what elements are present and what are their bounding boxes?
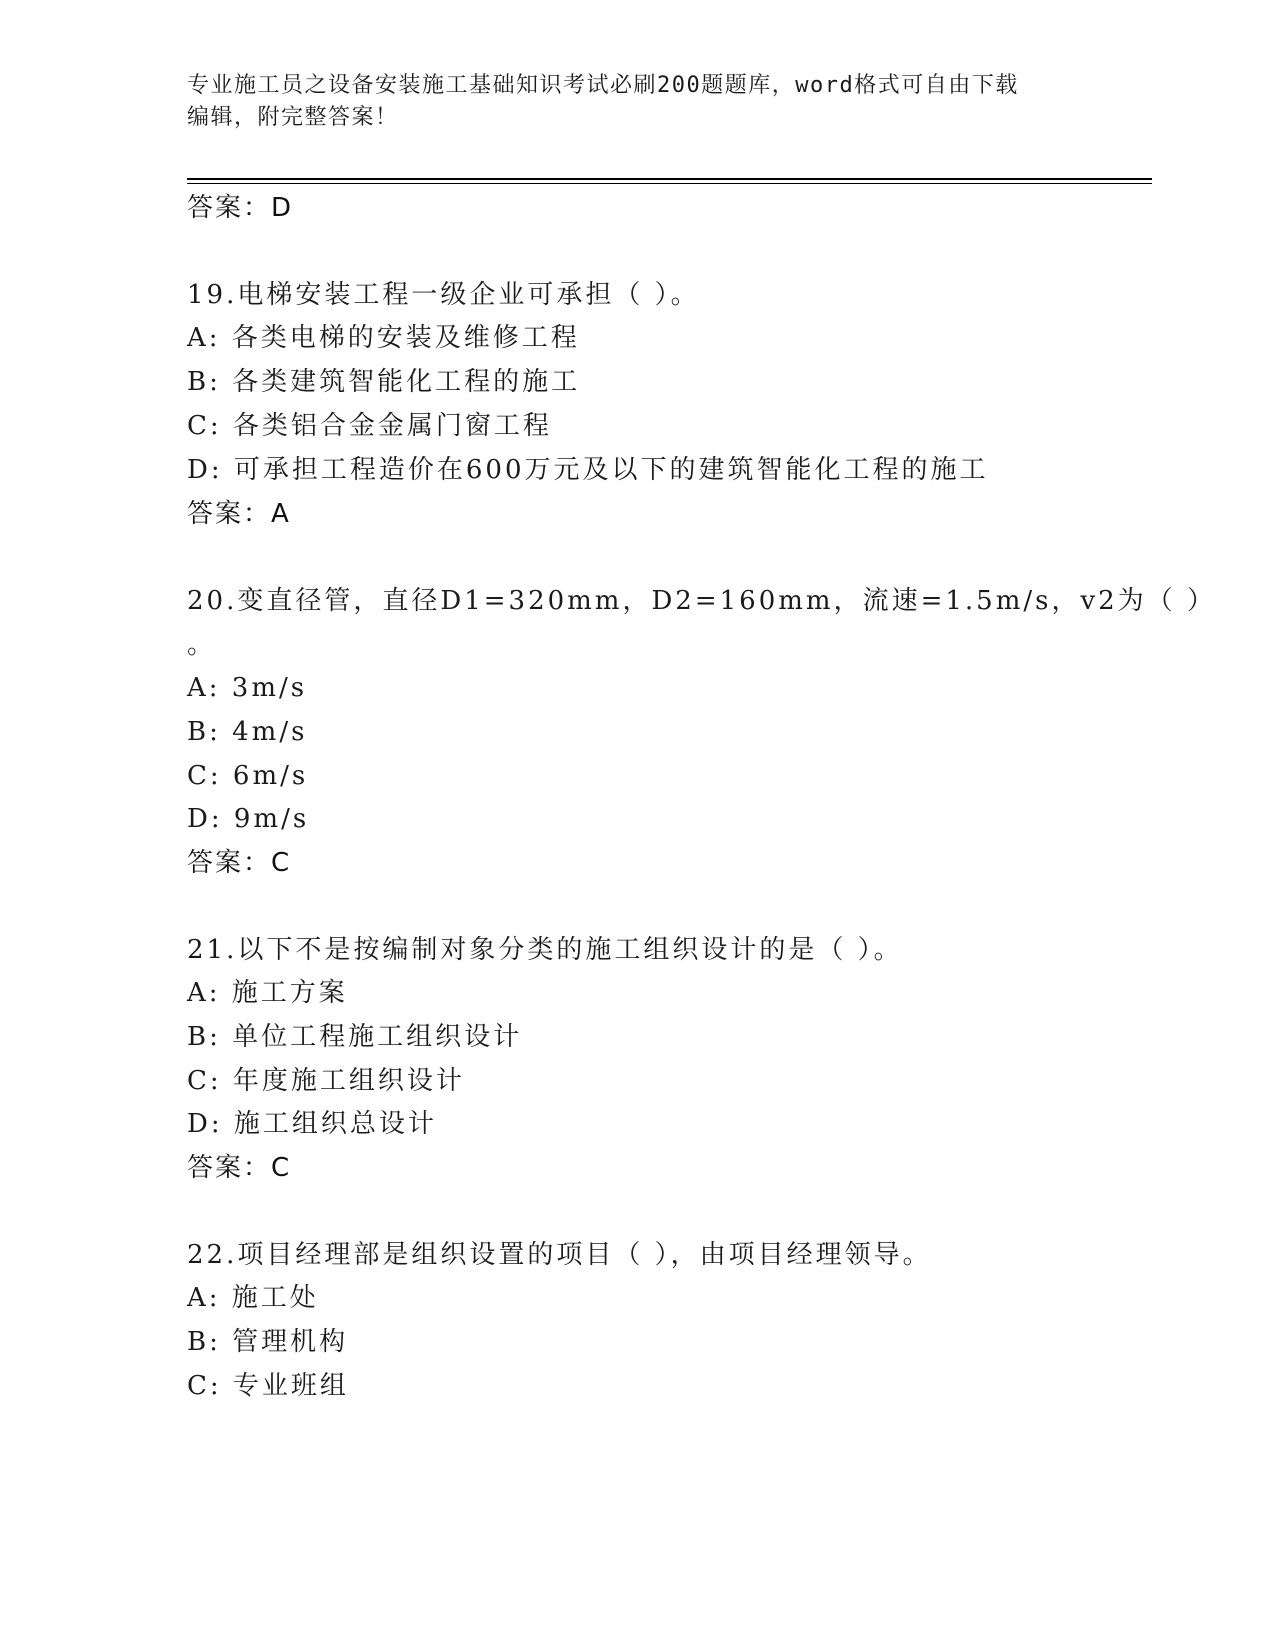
question-20-option-d: D: 9m/s — [187, 804, 310, 834]
answer-previous: 答案：D — [187, 193, 294, 223]
document-header — [187, 70, 1067, 134]
question-19-option-a: A: 各类电梯的安装及维修工程 — [187, 323, 580, 353]
question-21-option-b: B: 单位工程施工组织设计 — [187, 1022, 523, 1052]
question-20-option-a: A: 3m/s — [187, 673, 308, 703]
question-22-stem: 22.项目经理部是组织设置的项目（ ），由项目经理领导。 — [187, 1240, 932, 1270]
header-divider-thin — [187, 183, 1152, 184]
question-19-option-b: B: 各类建筑智能化工程的施工 — [187, 367, 581, 397]
question-21-option-a: A: 施工方案 — [187, 978, 348, 1008]
header-line-2: 编辑，附完整答案！ — [187, 105, 399, 130]
question-22-option-b: B: 管理机构 — [187, 1327, 349, 1357]
question-22-option-a: A: 施工处 — [187, 1283, 319, 1313]
question-19-option-d: D: 可承担工程造价在600万元及以下的建筑智能化工程的施工 — [187, 455, 989, 485]
question-20-option-c: C: 6m/s — [187, 761, 309, 791]
question-21-option-c: C: 年度施工组织设计 — [187, 1066, 465, 1096]
question-19-stem: 19.电梯安装工程一级企业可承担（ ）。 — [187, 280, 700, 310]
question-21-answer: 答案：C — [187, 1153, 292, 1183]
question-21-option-d: D: 施工组织总设计 — [187, 1109, 437, 1139]
header-divider-thick — [187, 178, 1152, 180]
question-20-answer: 答案：C — [187, 848, 292, 878]
question-19-option-c: C: 各类铝合金金属门窗工程 — [187, 411, 552, 441]
question-20-option-b: B: 4m/s — [187, 717, 308, 747]
question-20-stem: 20.变直径管，直径D1=320mm，D2=160mm，流速=1.5m/s，v2为（ ） — [187, 586, 1216, 616]
question-19-answer: 答案：A — [187, 499, 291, 529]
question-22-option-c: C: 专业班组 — [187, 1371, 349, 1401]
question-21-stem: 21.以下不是按编制对象分类的施工组织设计的是（ ）。 — [187, 935, 903, 965]
question-20-stem-continuation: 。 — [187, 630, 217, 660]
header-line-1: 专业施工员之设备安装施工基础知识考试必刷200题题库，word格式可自由下载 — [187, 73, 1019, 98]
